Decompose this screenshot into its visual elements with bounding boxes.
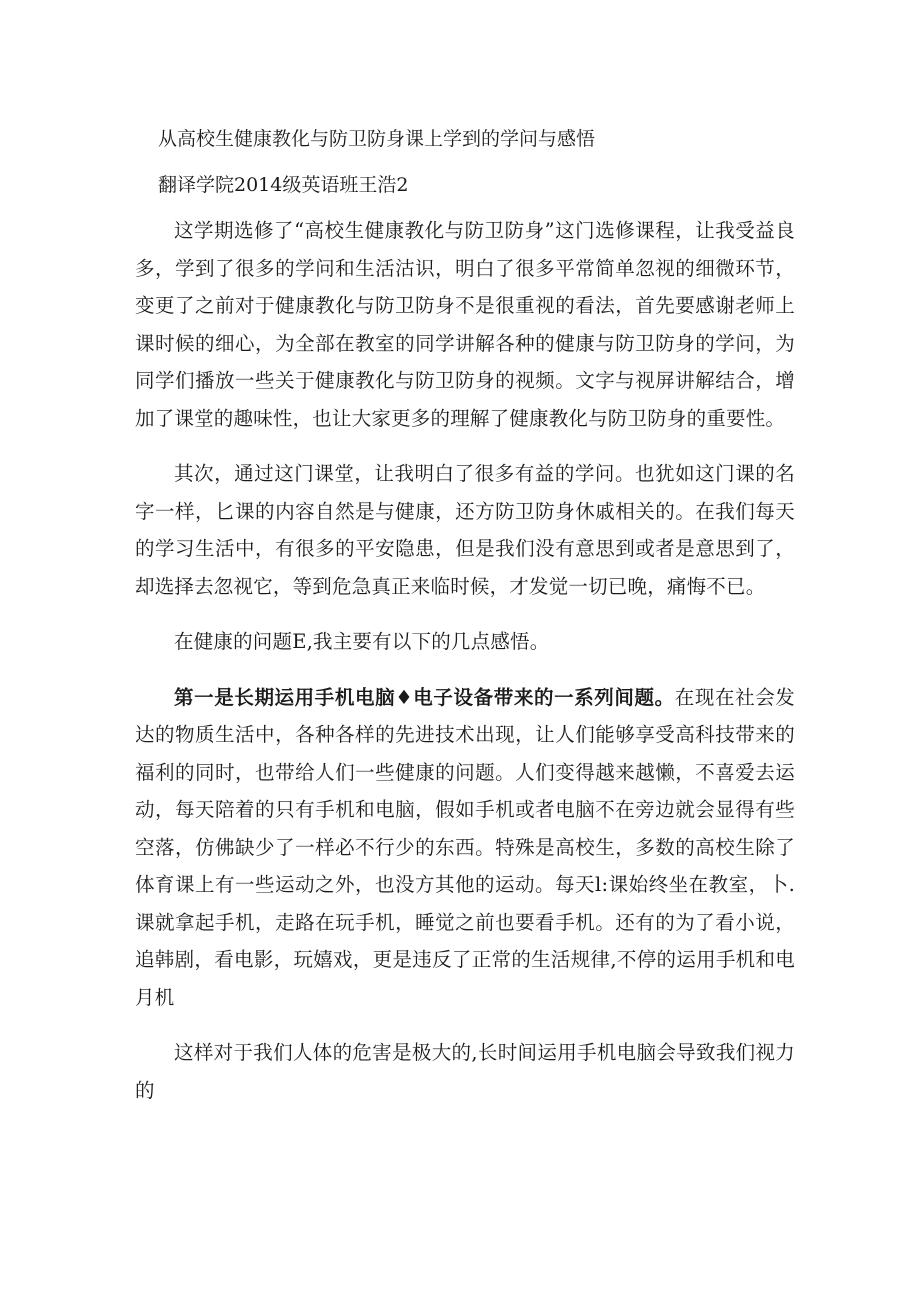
paragraph-bold-lead: 第一是长期运用手机电脑♦电子设备带来的一系列间题。	[174, 685, 675, 709]
paragraph-text: 这学期选修了“高校生健康教化与防卫防身”这门选修课程，让我受益良多，学到了很多的学问和生活沽识，明白了很多平常简单忽视的细微环节，变更了之前对于健康教化与防卫防身不是很重视的看法，首先要感谢老师上课时候的细心，为全部在教室的同学讲解各种的健康与防卫防身的学问，为同学们播放一些关于健康教化与防卫防身的视频。文字与视屏讲解结合，增加了课堂的趣味性，也让大家更多的理解了健康教化与防卫防身的重要性。	[135, 219, 795, 430]
paragraph-text: 在现在社会发达的物质生活中，各种各样的先进技术出现，让人们能够享受高科技带来的福利的同时，也带给人们一些健康的问题。人们变得越来越懒，不喜爱去运动，每天陪着的只有手机和电脑，假如手机或者电脑不在旁边就会显得有些空落，仿佛缺少了一样必不行少的东西。特殊是高校生，多数的高校生除了体育课上有一些运动之外，也没方其他的运动。每天l:课始终坐在教室，卜.课就拿起手机，走路在玩手机，睡觉之前也要看手机。还有的为了看小说，追韩剧，看电影，玩嬉戏，更是违反了正常的生活规律,不停的运用手机和电月机	[135, 685, 796, 1009]
document-body	[135, 212, 795, 1127]
document-title: 从高校生健康教化与防卫防身课上学到的学问与感悟	[158, 128, 596, 150]
paragraph-text: 其次，通过这门课堂，让我明白了很多有益的学问。也犹如这门课的名字一样，匕课的内容自然是与健康，还方防卫防身休戚相关的。在我们每天的学习生活中，有很多的平安隐患，但是我们没有意思到或者是意思到了，却选择去忽视它，等到危急真正来临时候，才发觉一切已晚，痛悔不已。	[135, 462, 795, 598]
paragraph-3	[135, 623, 795, 661]
document-author: 翻译学院2014级英语班王浩2	[158, 174, 409, 196]
paragraph-5	[135, 1034, 795, 1109]
paragraph-text: 这样对于我们人体的危害是极大的,长时间运用手机电脑会导致我们视力的	[135, 1041, 795, 1102]
paragraph-1	[135, 212, 795, 437]
paragraph-2	[135, 455, 795, 605]
paragraph-4	[135, 679, 795, 1017]
paragraph-text: 在健康的问题E,我主要有以下的几点感悟。	[174, 630, 550, 653]
